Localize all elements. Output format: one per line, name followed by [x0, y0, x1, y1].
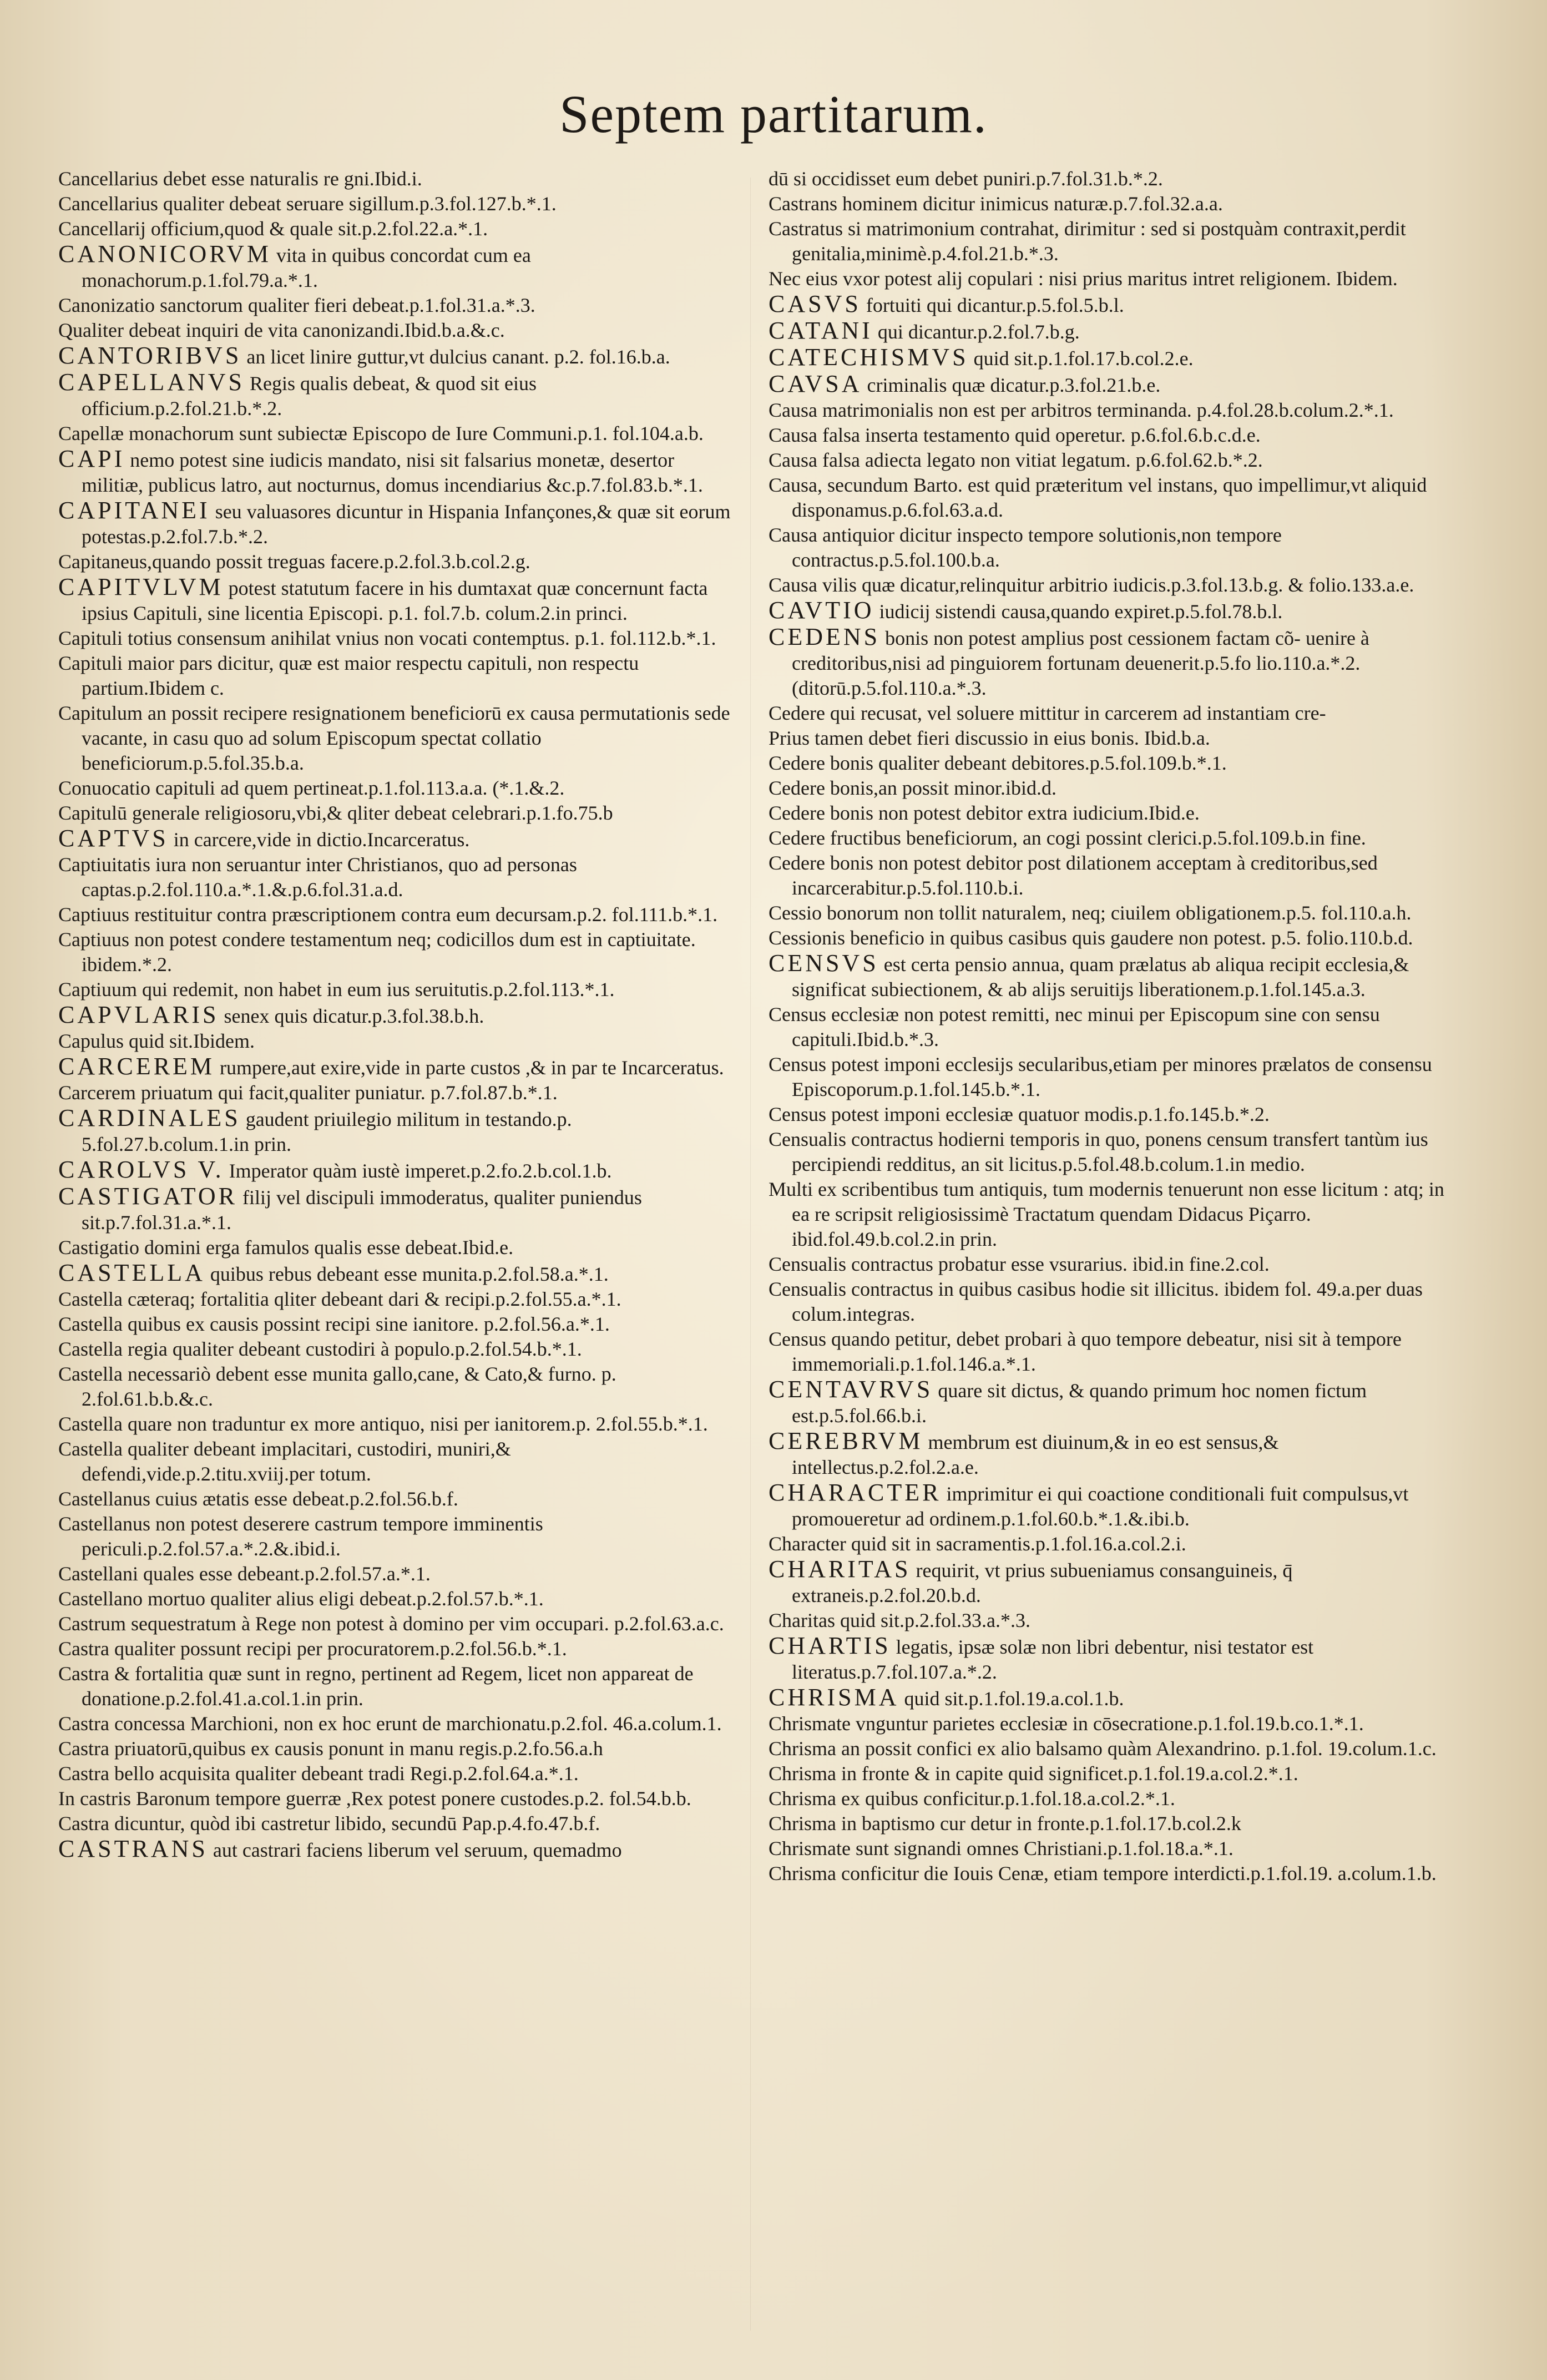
index-entry — [769, 1557, 1451, 1608]
entry-text: rumpere,aut exire,vide in parte custos ,& in par te Incarceratus. — [215, 1057, 724, 1079]
index-entry — [58, 1512, 741, 1562]
entry-headword: CEREBRVM — [769, 1427, 923, 1454]
index-entry — [769, 726, 1451, 751]
entry-text: Castra dicuntur, quòd ibi castretur libido, secundū Pap.p.4.fo.47.b.f. — [58, 1812, 600, 1835]
index-entry — [58, 1260, 741, 1287]
entry-headword: CENSVS — [769, 949, 879, 977]
entry-text: potest statutum facere in his dumtaxat quæ concernunt facta ipsius Capituli, sine licentia Episcopi. p.1. fol.7.b. colum.2.in princi. — [82, 577, 708, 624]
entry-text: Capitulū generale religiosoru,vbi,& qliter debeat celebrari.p.1.fo.75.b — [58, 802, 613, 824]
entry-text: Capellæ monachorum sunt subiectæ Episcopo de Iure Communi.p.1. fol.104.a.b. — [58, 422, 704, 444]
entry-headword: CASTELLA — [58, 1259, 205, 1286]
index-entry — [58, 574, 741, 626]
entry-text: Castrum sequestratum à Rege non potest à domino per vim occupari. p.2.fol.63.a.c. — [58, 1613, 724, 1635]
index-entry — [58, 1287, 741, 1312]
column-gutter — [750, 178, 751, 2331]
index-entry — [769, 345, 1451, 371]
entry-text: Captiuitatis iura non seruantur inter Christianos, quo ad personas captas.p.2.fol.110.a.*.1.&.p.6.fol.31.a.d. — [58, 853, 577, 901]
index-entry — [769, 624, 1451, 701]
entry-text: Castella necessariò debent esse munita gallo,cane, & Cato,& furno. p. 2.fol.61.b.b.&.c. — [58, 1363, 616, 1410]
index-entry — [58, 1337, 741, 1362]
page-title: Septem partitarum. — [559, 84, 988, 144]
index-entry — [769, 1608, 1451, 1633]
entry-text: Censualis contractus in quibus casibus hodie sit illicitus. ibidem fol. 49.a.per duas colum.integras. — [769, 1278, 1423, 1325]
index-entry — [769, 1861, 1451, 1886]
entry-text: Cedere fructibus beneficiorum, an cogi possint clerici.p.5.fol.109.b.in fine. — [769, 827, 1366, 849]
index-entry — [58, 1836, 741, 1863]
index-entry — [58, 1711, 741, 1736]
entry-text: legatis, ipsæ solæ non libri debentur, nisi testator est literatus.p.7.fol.107.a.*.2. — [792, 1636, 1314, 1683]
entry-headword: CHRISMA — [769, 1684, 899, 1711]
index-entry — [769, 371, 1451, 398]
index-entry — [58, 1636, 741, 1661]
index-entry — [58, 216, 741, 241]
index-entry — [58, 651, 741, 701]
index-entry — [769, 1052, 1451, 1102]
entry-headword: CANTORIBVS — [58, 342, 242, 369]
entry-text: quare sit dictus, & quando primum hoc nomen fictum est.p.5.fol.66.b.i. — [792, 1380, 1367, 1427]
entry-text: quid sit.p.1.fol.17.b.col.2.e. — [968, 347, 1194, 370]
entry-text: Census quando petitur, debet probari à quo tempore debeatur, nisi sit à tempore immemoriali.p.1.fol.146.a.*.1. — [769, 1328, 1402, 1375]
index-entry — [58, 1761, 741, 1786]
index-entry — [58, 852, 741, 902]
entry-headword: CHARACTER — [769, 1479, 942, 1506]
index-entry — [769, 776, 1451, 801]
entry-headword: CASTRANS — [58, 1835, 208, 1862]
index-entry — [769, 1177, 1451, 1252]
index-entry — [58, 318, 741, 343]
entry-text: Causa falsa inserta testamento quid operetur. p.6.fol.6.b.c.d.e. — [769, 424, 1261, 446]
index-entry — [58, 1029, 741, 1054]
entry-text: Census ecclesiæ non potest remitti, nec minui per Episcopum sine con sensu capituli.Ibid.b.*.3. — [769, 1003, 1380, 1050]
entry-text: Chrismate sunt signandi omnes Christiani.p.1.fol.18.a.*.1. — [769, 1837, 1233, 1859]
index-entry — [58, 902, 741, 927]
entry-headword: CAPELLANVS — [58, 368, 245, 396]
entry-headword: CATANI — [769, 317, 873, 344]
entry-text: Cedere bonis non potest debitor post dilationem acceptam à creditoribus,sed incarcerabitur.p.5.fol.110.b.i. — [769, 852, 1378, 899]
entry-text: Chrisma conficitur die Iouis Cenæ, etiam tempore interdicti.p.1.fol.19. a.colum.1.b. — [769, 1862, 1437, 1884]
index-entry — [58, 1157, 741, 1184]
entry-text: Carcerem priuatum qui facit,qualiter puniatur. p.7.fol.87.b.*.1. — [58, 1082, 558, 1104]
entry-text: Castratus si matrimonium contrahat, dirimitur : sed si postquàm contraxit,perdit genitalia,minimè.p.4.fol.21.b.*.3. — [769, 218, 1406, 265]
entry-text: Captiuum qui redemit, non habet in eum ius seruitutis.p.2.fol.113.*.1. — [58, 978, 615, 1000]
entry-text: Censualis contractus probatur esse vsurarius. ibid.in fine.2.col. — [769, 1253, 1270, 1275]
index-entry — [769, 1102, 1451, 1127]
entry-text: quibus rebus debeant esse munita.p.2.fol.58.a.*.1. — [205, 1263, 609, 1285]
entry-headword: CAPITVLVM — [58, 573, 224, 600]
entry-text: fortuiti qui dicantur.p.5.fol.5.b.l. — [861, 294, 1124, 316]
entry-text: Causa vilis quæ dicatur,relinquitur arbitrio iudicis.p.3.fol.13.b.g. & folio.133.a.e. — [769, 574, 1414, 596]
index-entry — [58, 1054, 741, 1080]
entry-text: Cedere bonis,an possit minor.ibid.d. — [769, 777, 1056, 799]
index-entry — [769, 1786, 1451, 1811]
index-entry — [769, 701, 1451, 726]
index-entry — [58, 801, 741, 826]
index-entry — [769, 216, 1451, 266]
entry-text: Castra priuatorū,quibus ex causis ponunt in manu regis.p.2.fo.56.a.h — [58, 1737, 603, 1760]
entry-text: aut castrari faciens liberum vel seruum, quemadmo — [208, 1839, 622, 1861]
index-entry — [58, 1184, 741, 1235]
index-entry — [769, 801, 1451, 826]
index-entry — [769, 851, 1451, 901]
index-entry — [769, 1736, 1451, 1761]
entry-text: Chrisma ex quibus conficitur.p.1.fol.18.a.col.2.*.1. — [769, 1787, 1175, 1810]
entry-text: Chrisma in baptismo cur detur in fronte.p.1.fol.17.b.col.2.k — [769, 1812, 1241, 1835]
entry-text: Causa falsa adiecta legato non vitiat legatum. p.6.fol.62.b.*.2. — [769, 449, 1263, 471]
entry-headword: CAPVLARIS — [58, 1001, 219, 1028]
index-entry — [58, 701, 741, 776]
entry-text: Qualiter debeat inquiri de vita canonizandi.Ibid.b.a.&.c. — [58, 319, 505, 341]
entry-text: Castellani quales esse debeant.p.2.fol.57.a.*.1. — [58, 1563, 431, 1585]
entry-text: Imperator quàm iustè imperet.p.2.fo.2.b.col.1.b. — [224, 1160, 612, 1182]
entry-text: Character quid sit in sacramentis.p.1.fol.16.a.col.2.i. — [769, 1533, 1186, 1555]
entry-headword: CATECHISMVS — [769, 343, 969, 371]
index-entry — [769, 191, 1451, 216]
entry-text: Regis qualis debeat, & quod sit eius officium.p.2.fol.21.b.*.2. — [82, 372, 537, 420]
entry-text: vita in quibus concordat cum ea monachorum.p.1.fol.79.a.*.1. — [82, 244, 531, 291]
entry-headword: CAPTVS — [58, 825, 169, 852]
index-entry — [58, 826, 741, 852]
entry-text: in carcere,vide in dictio.Incarceratus. — [168, 828, 470, 851]
index-entry — [769, 398, 1451, 423]
entry-text: Cessionis beneficio in quibus casibus quis gaudere non potest. p.5. folio.110.b.d. — [769, 927, 1413, 949]
entry-text: Captiuus restituitur contra præscriptionem contra eum decursam.p.2. fol.111.b.*.1. — [58, 903, 718, 926]
index-entry — [769, 318, 1451, 345]
entry-text: Capituli totius consensum anihilat vnius non vocati contemptus. p.1. fol.112.b.*.1. — [58, 627, 716, 649]
entry-text: Cancellarius qualiter debeat seruare sigillum.p.3.fol.127.b.*.1. — [58, 193, 557, 215]
index-entry — [58, 446, 741, 498]
index-entry — [769, 1480, 1451, 1532]
index-entry — [58, 776, 741, 801]
index-entry — [769, 1711, 1451, 1736]
index-entry — [58, 1811, 741, 1836]
index-entry — [769, 1836, 1451, 1861]
entry-text: Castellanus non potest deserere castrum tempore imminentis periculi.p.2.fol.57.a.*.2.&.ibid.i. — [58, 1513, 543, 1560]
index-entry — [58, 927, 741, 977]
entry-headword: CAPITANEI — [58, 497, 210, 524]
entry-text: Castella quare non traduntur ex more antiquo, nisi per ianitorem.p. 2.fol.55.b.*.1. — [58, 1413, 708, 1435]
entry-headword: CAPI — [58, 445, 125, 472]
entry-text: Nec eius vxor potest alij copulari : nisi prius maritus intret religionem. Ibidem. — [769, 267, 1398, 290]
entry-text: Cedere bonis non potest debitor extra iudicium.Ibid.e. — [769, 802, 1200, 824]
index-entry — [58, 1786, 741, 1811]
index-entry — [769, 573, 1451, 598]
index-entry — [769, 291, 1451, 318]
entry-text: iudicij sistendi causa,quando expiret.p.5.fol.78.b.l. — [874, 600, 1283, 623]
index-entry — [769, 1532, 1451, 1557]
entry-text: Census potest imponi ecclesijs secularibus,etiam per minores prælatos de consensu Episcoporum.p.1.fol.145.b.*.1. — [769, 1053, 1432, 1100]
index-entry — [58, 1412, 741, 1437]
index-entry — [769, 266, 1451, 291]
index-entry — [769, 1127, 1451, 1177]
index-entry — [769, 523, 1451, 573]
index-entry — [769, 826, 1451, 851]
entry-text: Chrisma in fronte & in capite quid significet.p.1.fol.19.a.col.2.*.1. — [769, 1762, 1298, 1785]
index-entry — [769, 901, 1451, 926]
entry-text: dū si occidisset eum debet puniri.p.7.fol.31.b.*.2. — [769, 168, 1163, 190]
entry-text: an licet linire guttur,vt dulcius canant. p.2. fol.16.b.a. — [241, 346, 670, 368]
index-entry — [769, 1633, 1451, 1685]
index-entry — [769, 473, 1451, 523]
entry-text: Castella quibus ex causis possint recipi sine ianitore. p.2.fol.56.a.*.1. — [58, 1313, 610, 1335]
entry-text: Chrismate vnguntur parietes ecclesiæ in cōsecratione.p.1.fol.19.b.co.1.*.1. — [769, 1712, 1364, 1735]
entry-text: seu valuasores dicuntur in Hispania Infançones,& quæ sit eorum potestas.p.2.fol.7.b.*.2. — [82, 501, 731, 548]
entry-text: Causa, secundum Barto. est quid præteritum vel instans, quo impellimur,vt aliquid disponamus.p.6.fol.63.a.d. — [769, 474, 1427, 521]
entry-text: Cancellarius debet esse naturalis re gni.Ibid.i. — [58, 168, 422, 190]
index-entry — [769, 1761, 1451, 1786]
entry-text: Capulus quid sit.Ibidem. — [58, 1030, 255, 1052]
entry-text: Castellanus cuius ætatis esse debeat.p.2.fol.56.b.f. — [58, 1488, 458, 1510]
index-entry — [58, 370, 741, 421]
entry-text: Castella qualiter debeant implacitari, custodiri, muniri,& defendi,vide.p.2.titu.xviij.per totum. — [58, 1438, 511, 1485]
entry-text: Cessio bonorum non tollit naturalem, neq; ciuilem obligationem.p.5. fol.110.a.h. — [769, 902, 1412, 924]
entry-text: Castella cæteraq; fortalitia qliter debeant dari & recipi.p.2.fol.55.a.*.1. — [58, 1288, 621, 1310]
index-entry — [769, 751, 1451, 776]
index-entry — [769, 951, 1451, 1002]
index-entry — [58, 1235, 741, 1260]
index-entry — [58, 1586, 741, 1611]
entry-text: Causa antiquior dicitur inspecto tempore solutionis,non tempore contractus.p.5.fol.100.b.a. — [769, 524, 1282, 571]
entry-text: Cedere bonis qualiter debeant debitores.p.5.fol.109.b.*.1. — [769, 752, 1227, 774]
entry-text: criminalis quæ dicatur.p.3.fol.21.b.e. — [862, 374, 1161, 396]
index-entry — [58, 1611, 741, 1636]
entry-headword: CHARTIS — [769, 1632, 891, 1659]
entry-text: filij vel discipuli immoderatus, qualiter puniendus sit.p.7.fol.31.a.*.1. — [82, 1186, 642, 1234]
entry-text: Cedere qui recusat, vel soluere mittitur in carcerem ad instantiam cre- — [769, 702, 1326, 724]
index-entry — [58, 1105, 741, 1157]
entry-headword: CEDENS — [769, 623, 881, 650]
index-entry — [58, 293, 741, 318]
entry-text: nemo potest sine iudicis mandato, nisi sit falsarius monetæ, desertor militiæ, publicus latro, aut nocturnus, domus incendiarius &c.p.7.fol.83.b.*.1. — [82, 449, 703, 496]
index-entry — [769, 598, 1451, 624]
entry-headword: CAROLVS V. — [58, 1156, 224, 1183]
index-entry — [769, 448, 1451, 473]
entry-text: quid sit.p.1.fol.19.a.col.1.b. — [899, 1687, 1124, 1710]
entry-text: senex quis dicatur.p.3.fol.38.b.h. — [219, 1005, 484, 1027]
right-index-column — [769, 166, 1451, 2342]
index-entry — [58, 191, 741, 216]
entry-text: Censualis contractus hodierni temporis in quo, ponens censum transfert tantùm ius percipiendi redditus, an sit licitus.p.5.fol.48.b.colum.1.in medio. — [769, 1128, 1428, 1175]
entry-headword: CASVS — [769, 290, 861, 317]
entry-headword: CASTIGATOR — [58, 1183, 238, 1210]
index-entry — [769, 1002, 1451, 1052]
index-entry — [58, 166, 741, 191]
index-entry — [769, 1252, 1451, 1277]
entry-text: Charitas quid sit.p.2.fol.33.a.*.3. — [769, 1609, 1030, 1631]
index-entry — [769, 1685, 1451, 1711]
index-entry — [769, 166, 1451, 191]
index-entry — [58, 1487, 741, 1512]
index-entry — [769, 1377, 1451, 1428]
entry-headword: CAVSA — [769, 370, 862, 397]
index-entry — [769, 1277, 1451, 1327]
entry-text: Conuocatio capituli ad quem pertineat.p.1.fol.113.a.a. (*.1.&.2. — [58, 777, 565, 799]
index-entry — [769, 1811, 1451, 1836]
entry-text: Castra concessa Marchioni, non ex hoc erunt de marchionatu.p.2.fol. 46.a.colum.1. — [58, 1712, 722, 1735]
entry-text: Castra bello acquisita qualiter debeant tradi Regi.p.2.fol.64.a.*.1. — [58, 1762, 579, 1785]
index-entry — [58, 1437, 741, 1487]
entry-text: Captiuus non potest condere testamentum neq; codicillos dum est in captiuitate. ibidem.*.2. — [58, 928, 696, 976]
entry-text: Multi ex scribentibus tum antiquis, tum modernis tenuerunt non esse licitum : atq; in ea re scripsit religiosissimè Tractatum quendam Didacus Piçarro. ibid.fol.49.b.col.2.in prin. — [769, 1178, 1444, 1250]
entry-headword: CHARITAS — [769, 1555, 911, 1583]
entry-text: Census potest imponi ecclesiæ quatuor modis.p.1.fo.145.b.*.2. — [769, 1103, 1270, 1125]
entry-text: gaudent priuilegio militum in testando.p. 5.fol.27.b.colum.1.in prin. — [82, 1108, 572, 1155]
entry-text: requirit, vt prius subueniamus consanguineis, q̄ extraneis.p.2.fol.20.b.d. — [792, 1559, 1293, 1606]
index-entry — [58, 1002, 741, 1029]
entry-text: Canonizatio sanctorum qualiter fieri debeat.p.1.fol.31.a.*.3. — [58, 294, 535, 316]
entry-headword: CARDINALES — [58, 1104, 241, 1131]
index-entry — [58, 549, 741, 574]
entry-text: est certa pensio annua, quam prælatus ab aliqua recipit ecclesia,& significat subiectionem, & ab alijs seruitijs liberationem.p.1.fol.145.a.3. — [792, 953, 1409, 1000]
entry-text: Castra qualiter possunt recipi per procuratorem.p.2.fol.56.b.*.1. — [58, 1638, 567, 1660]
entry-text: Causa matrimonialis non est per arbitros terminanda. p.4.fol.28.b.colum.2.*.1. — [769, 399, 1394, 421]
left-index-column — [58, 166, 741, 2342]
index-entry — [58, 343, 741, 370]
index-entry — [58, 1362, 741, 1412]
entry-headword: CARCEREM — [58, 1053, 215, 1080]
entry-text: Chrisma an possit confici ex alio balsamo quàm Alexandrino. p.1.fol. 19.colum.1.c. — [769, 1737, 1437, 1760]
entry-headword: CENTAVRVS — [769, 1376, 933, 1403]
entry-text: Capitulum an possit recipere resignationem beneficiorū ex causa permutationis sede vacante, in casu quo ad solum Episcopum spectat collatio beneficiorum.p.5.fol.35.b.a. — [58, 702, 730, 774]
entry-text: imprimitur ei qui coactione conditionali fuit compulsus,vt promoueretur ad ordinem.p.1.fol.60.b.*.1.&.ibi.b. — [792, 1483, 1409, 1530]
entry-text: In castris Baronum tempore guerræ ,Rex potest ponere custodes.p.2. fol.54.b.b. — [58, 1787, 691, 1810]
index-entry — [58, 1080, 741, 1105]
index-entry — [58, 421, 741, 446]
index-entry — [769, 1327, 1451, 1377]
entry-text: Castrans hominem dicitur inimicus naturæ.p.7.fol.32.a.a. — [769, 193, 1223, 215]
entry-text: Castella regia qualiter debeant custodiri à populo.p.2.fol.54.b.*.1. — [58, 1338, 582, 1360]
index-entry — [58, 241, 741, 293]
entry-text: bonis non potest amplius post cessionem factam cõ- uenire à creditoribus,nisi ad pinguiorem fortunam deuenerit.p.5.fo lio.110.a.*.2. (ditorū.p.5.fol.110.a.*.3. — [792, 627, 1369, 699]
index-entry — [58, 498, 741, 549]
index-entry — [769, 926, 1451, 951]
index-entry — [58, 626, 741, 651]
index-entry — [769, 1428, 1451, 1480]
index-entry — [58, 1736, 741, 1761]
entry-text: Capitaneus,quando possit treguas facere.p.2.fol.3.b.col.2.g. — [58, 550, 530, 573]
entry-headword: CAVTIO — [769, 597, 874, 624]
entry-text: membrum est diuinum,& in eo est sensus,& intellectus.p.2.fol.2.a.e. — [792, 1431, 1279, 1478]
entry-text: Castra & fortalitia quæ sunt in regno, pertinent ad Regem, licet non appareat de donatione.p.2.fol.41.a.col.1.in prin. — [58, 1663, 694, 1710]
index-entry — [58, 1312, 741, 1337]
index-entry — [769, 423, 1451, 448]
entry-text: Capituli maior pars dicitur, quæ est maior respectu capituli, non respectu partium.Ibidem c. — [58, 652, 639, 699]
entry-text: Cancellarij officium,quod & quale sit.p.2.fol.22.a.*.1. — [58, 218, 488, 240]
index-entry — [58, 977, 741, 1002]
entry-text: Castigatio domini erga famulos qualis esse debeat.Ibid.e. — [58, 1236, 514, 1259]
entry-text: Castellano mortuo qualiter alius eligi debeat.p.2.fol.57.b.*.1. — [58, 1588, 544, 1610]
entry-text: qui dicantur.p.2.fol.7.b.g. — [872, 321, 1080, 343]
index-entry — [58, 1562, 741, 1586]
index-entry — [58, 1661, 741, 1711]
entry-headword: CANONICORVM — [58, 240, 271, 267]
entry-text: Prius tamen debet fieri discussio in eius bonis. Ibid.b.a. — [769, 727, 1210, 749]
